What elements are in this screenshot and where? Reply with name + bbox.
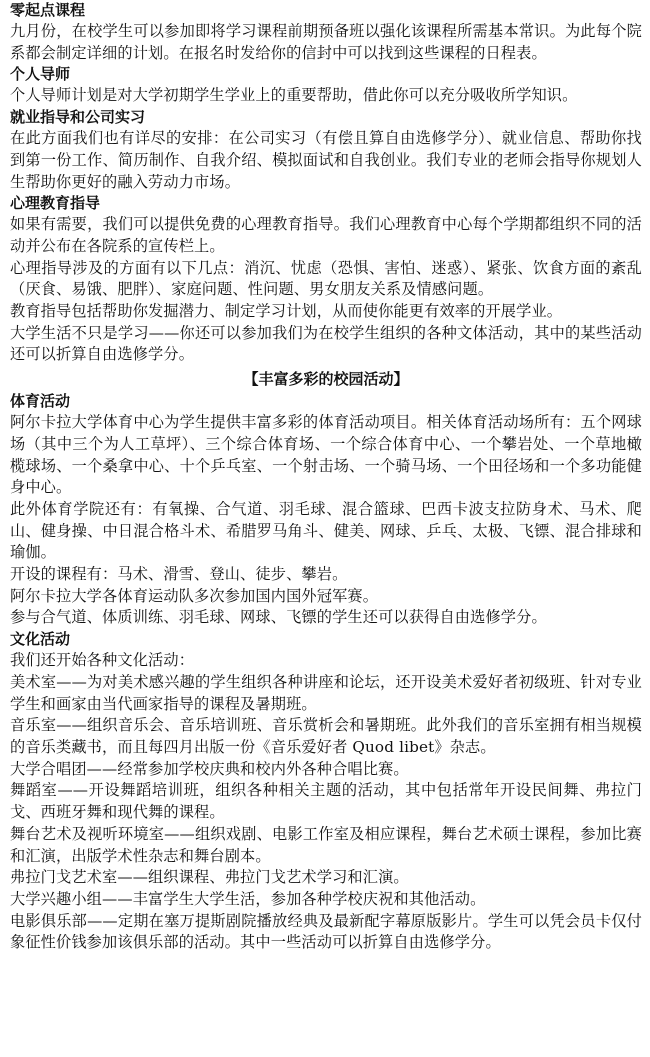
paragraph: 教育指导包括帮助你发掘潜力、制定学习计划，从而使你能更有效率的开展学业。 xyxy=(10,302,563,321)
paragraph: 舞台艺术及视听环境室——组织戏剧、电影工作室及相应课程，舞台艺术硕士课程，参加比赛和汇演，出版学术性杂志和舞台剧本。 xyxy=(10,824,642,865)
paragraph: 弗拉门戈艺术室——组织课程、弗拉门戈艺术学习和汇演。 xyxy=(10,868,409,887)
paragraph: 我们还开始各种文化活动： xyxy=(10,651,195,670)
paragraph: 阿尔卡拉大学体育中心为学生提供丰富多彩的体育活动项目。相关体育活动场所有：五个网球场（其中三个为人工草坪）、三个综合体育场、一个综合体育中心、一个攀岩处、一个草地橄榄球场、一个桑拿中心、十个乒乓室、一个射击场、一个骑马场、一个田径场和一个多功能健身中心。 xyxy=(10,413,642,497)
paragraph: 大学合唱团——经常参加学校庆典和校内外各种合唱比赛。 xyxy=(10,759,409,778)
paragraph: 音乐室——组织音乐会、音乐培训班、音乐赏析会和暑期班。此外我们的音乐室拥有相当规模的音乐类藏书，而且每四月出版一份《音乐爱好者 Quod libet》杂志。 xyxy=(10,716,642,756)
paragraph: 电影俱乐部——定期在塞万提斯剧院播放经典及最新配字幕原版影片。学生可以凭会员卡仅付象征性价钱参加该俱乐部的活动。其中一些活动可以折算自由选修学分。 xyxy=(10,911,642,952)
paragraph: 大学兴趣小组——丰富学生大学生活，参加各种学校庆祝和其他活动。 xyxy=(10,889,486,908)
paragraph: 舞蹈室——开设舞蹈培训班，组织各种相关主题的活动，其中包括常年开设民间舞、弗拉门戈、西班牙舞和现代舞的课程。 xyxy=(10,781,642,822)
heading-psych: 心理教育指导 xyxy=(10,194,101,213)
paragraph: 九月份，在校学生可以参加即将学习课程前期预备班以强化该课程所需基本常识。为此每个院系都会制定详细的计划。在报名时发给你的信封中可以找到这些课程的日程表。 xyxy=(10,22,642,62)
paragraph: 阿尔卡拉大学各体育运动队多次参加国内国外冠军赛。 xyxy=(10,586,379,605)
paragraph: 此外体育学院还有：有氧操、合气道、羽毛球、混合篮球、巴西卡波支拉防身术、马术、爬山、健身操、中日混合格斗术、希腊罗马角斗、健美、网球、乒乓、太极、飞镖、混合排球和瑜伽。 xyxy=(10,499,642,562)
paragraph: 心理指导涉及的方面有以下几点：消沉、忧虑（恐惧、害怕、迷惑）、紧张、饮食方面的紊乱（厌食、易饿、肥胖）、家庭问题、性问题、男女朋友关系及情感问题。 xyxy=(10,258,642,299)
paragraph: 如果有需要，我们可以提供免费的心理教育指导。我们心理教育中心每个学期都组织不同的活动并公布在各院系的宣传栏上。 xyxy=(10,215,642,255)
paragraph: 美术室——为对美术感兴趣的学生组织各种讲座和论坛，还开设美术爱好者初级班、针对专业学生和画家由当代画家指导的课程及暑期班。 xyxy=(10,672,642,713)
paragraph: 开设的课程有：马术、滑雪、登山、徒步、攀岩。 xyxy=(10,565,348,584)
paragraph: 个人导师计划是对大学初期学生学业上的重要帮助，借此你可以充分吸收所学知识。 xyxy=(10,86,578,105)
heading-zero-start: 零起点课程 xyxy=(10,1,86,19)
heading-career: 就业指导和公司实习 xyxy=(10,108,146,127)
heading-culture: 文化活动 xyxy=(10,630,71,649)
paragraph: 参与合气道、体质训练、羽毛球、网球、飞镖的学生还可以获得自由选修学分。 xyxy=(10,608,547,627)
paragraph: 大学生活不只是学习——你还可以参加我们为在校学生组织的各种文体活动，其中的某些活动还可以折算自由选修学分。 xyxy=(10,323,642,364)
heading-sports: 体育活动 xyxy=(10,392,71,411)
paragraph: 在此方面我们也有详尽的安排：在公司实习（有偿且算自由选修学分）、就业信息、帮助你找到第一份工作、简历制作、自我介绍、模拟面试和自我创业。我们专业的老师会指导你规划人生帮助你更好的融入劳动力市场。 xyxy=(10,129,642,191)
heading-tutor: 个人导师 xyxy=(10,65,71,84)
campus-activities-title: 【丰富多彩的校园活动】 xyxy=(243,370,409,389)
